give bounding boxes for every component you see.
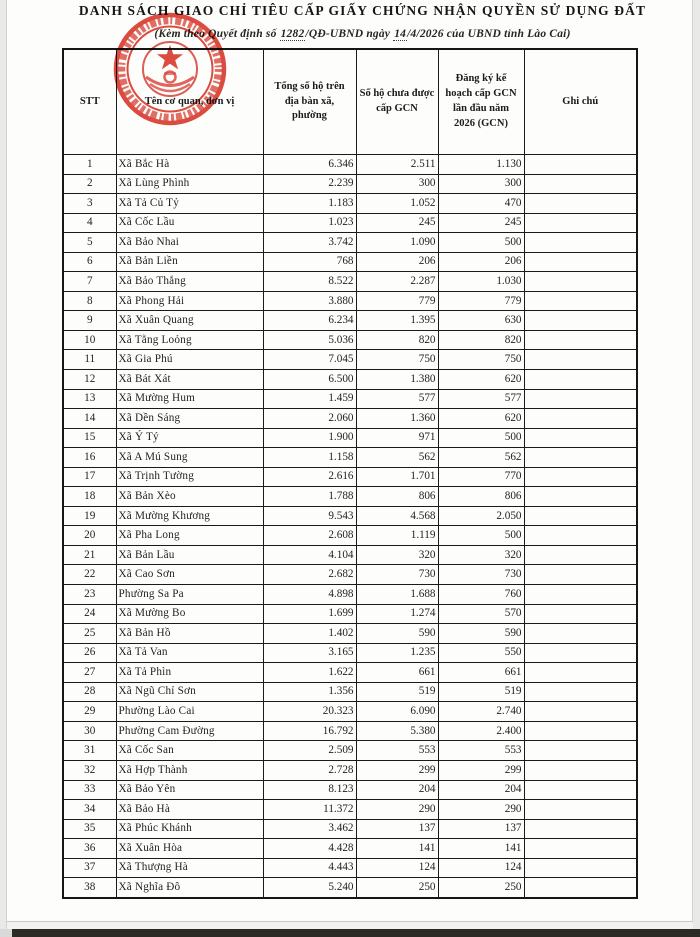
cell-total-households: 768 xyxy=(263,252,356,272)
cell-org-name: Xã Mường Hum xyxy=(116,389,263,409)
cell-stt: 32 xyxy=(63,760,116,780)
cell-stt: 38 xyxy=(63,878,116,898)
cell-note xyxy=(524,506,637,526)
table-row xyxy=(63,506,637,526)
table-row xyxy=(63,370,637,390)
cell-households-without-gcn: 806 xyxy=(356,487,438,507)
cell-stt: 8 xyxy=(63,291,116,311)
cell-org-name: Xã Cao Sơn xyxy=(116,565,263,585)
table-header-row xyxy=(63,49,637,155)
cell-note xyxy=(524,252,637,272)
table-row xyxy=(63,252,637,272)
cell-stt: 11 xyxy=(63,350,116,370)
cell-households-without-gcn: 971 xyxy=(356,428,438,448)
cell-total-households: 5.036 xyxy=(263,330,356,350)
cell-households-without-gcn: 4.568 xyxy=(356,506,438,526)
cell-plan-2026: 1.030 xyxy=(438,272,524,292)
cell-households-without-gcn: 750 xyxy=(356,350,438,370)
cell-plan-2026: 553 xyxy=(438,741,524,761)
cell-org-name: Xã A Mú Sung xyxy=(116,448,263,468)
table-row xyxy=(63,389,637,409)
table-row xyxy=(63,291,637,311)
cell-plan-2026: 206 xyxy=(438,252,524,272)
cell-stt: 12 xyxy=(63,370,116,390)
cell-total-households: 8.123 xyxy=(263,780,356,800)
cell-plan-2026: 661 xyxy=(438,663,524,683)
cell-plan-2026: 299 xyxy=(438,760,524,780)
table-row xyxy=(63,800,637,820)
cell-plan-2026: 562 xyxy=(438,448,524,468)
cell-total-households: 4.443 xyxy=(263,858,356,878)
table-row xyxy=(63,350,637,370)
cell-stt: 35 xyxy=(63,819,116,839)
cell-households-without-gcn: 577 xyxy=(356,389,438,409)
cell-note xyxy=(524,682,637,702)
cell-note xyxy=(524,741,637,761)
cell-stt: 7 xyxy=(63,272,116,292)
cell-households-without-gcn: 1.274 xyxy=(356,604,438,624)
cell-stt: 36 xyxy=(63,839,116,859)
cell-households-without-gcn: 779 xyxy=(356,291,438,311)
cell-total-households: 1.402 xyxy=(263,624,356,644)
table-row xyxy=(63,585,637,605)
cell-stt: 10 xyxy=(63,330,116,350)
subtitle-suffix: /4/2026 của UBND tỉnh Lào Cai) xyxy=(407,28,571,40)
cell-note xyxy=(524,585,637,605)
document-title: DANH SÁCH GIAO CHỈ TIÊU CẤP GIẤY CHỨNG NHẬN QUYỀN SỬ DỤNG ĐẤT xyxy=(78,3,647,18)
cell-plan-2026: 2.050 xyxy=(438,506,524,526)
cell-total-households: 16.792 xyxy=(263,721,356,741)
cell-stt: 37 xyxy=(63,858,116,878)
cell-total-households: 2.616 xyxy=(263,467,356,487)
cell-note xyxy=(524,604,637,624)
table-row xyxy=(63,448,637,468)
cell-total-households: 6.346 xyxy=(263,155,356,175)
cell-org-name: Xã Lùng Phình xyxy=(116,174,263,194)
cell-org-name: Xã Bắc Hà xyxy=(116,155,263,175)
cell-total-households: 3.880 xyxy=(263,291,356,311)
table-row xyxy=(63,194,637,214)
cell-plan-2026: 290 xyxy=(438,800,524,820)
table-row xyxy=(63,663,637,683)
cell-org-name: Xã Thượng Hà xyxy=(116,858,263,878)
cell-plan-2026: 2.740 xyxy=(438,702,524,722)
cell-total-households: 6.234 xyxy=(263,311,356,331)
table-row xyxy=(63,330,637,350)
cell-note xyxy=(524,487,637,507)
cell-plan-2026: 577 xyxy=(438,389,524,409)
col-header-note: Ghi chú xyxy=(524,49,637,155)
table-row xyxy=(63,428,637,448)
cell-stt: 2 xyxy=(63,174,116,194)
cell-total-households: 4.428 xyxy=(263,839,356,859)
cell-stt: 9 xyxy=(63,311,116,331)
cell-plan-2026: 630 xyxy=(438,311,524,331)
table-row xyxy=(63,760,637,780)
cell-plan-2026: 500 xyxy=(438,233,524,253)
cell-total-households: 11.372 xyxy=(263,800,356,820)
cell-stt: 23 xyxy=(63,585,116,605)
col-header-total-households: Tổng số hộ trên địa bàn xã, phường xyxy=(263,49,356,155)
cell-households-without-gcn: 320 xyxy=(356,545,438,565)
cell-plan-2026: 770 xyxy=(438,467,524,487)
cell-households-without-gcn: 300 xyxy=(356,174,438,194)
col-header-plan-2026: Đăng ký kế hoạch cấp GCN lần đầu năm 2026 (GCN) xyxy=(438,49,524,155)
cell-org-name: Xã Bản Liền xyxy=(116,252,263,272)
cell-org-name: Xã Xuân Hòa xyxy=(116,839,263,859)
cell-total-households: 1.356 xyxy=(263,682,356,702)
document-subtitle xyxy=(70,28,655,40)
cell-total-households: 1.900 xyxy=(263,428,356,448)
cell-stt: 18 xyxy=(63,487,116,507)
table-body xyxy=(63,155,637,898)
table-row xyxy=(63,174,637,194)
cell-note xyxy=(524,780,637,800)
scan-edge-left xyxy=(0,0,7,937)
cell-note xyxy=(524,311,637,331)
cell-note xyxy=(524,819,637,839)
cell-stt: 24 xyxy=(63,604,116,624)
cell-total-households: 2.060 xyxy=(263,409,356,429)
cell-org-name: Xã Tả Củ Tỷ xyxy=(116,194,263,214)
table-row xyxy=(63,213,637,233)
cell-org-name: Xã Mường Khương xyxy=(116,506,263,526)
cell-total-households: 2.509 xyxy=(263,741,356,761)
cell-org-name: Xã Nghĩa Đô xyxy=(116,878,263,898)
cell-stt: 33 xyxy=(63,780,116,800)
cell-stt: 13 xyxy=(63,389,116,409)
table-row xyxy=(63,741,637,761)
cell-total-households: 2.682 xyxy=(263,565,356,585)
table-row xyxy=(63,526,637,546)
cell-households-without-gcn: 2.287 xyxy=(356,272,438,292)
table-row xyxy=(63,233,637,253)
cell-note xyxy=(524,526,637,546)
cell-total-households: 3.742 xyxy=(263,233,356,253)
scan-edge-right xyxy=(692,0,700,937)
cell-org-name: Xã Bản Hồ xyxy=(116,624,263,644)
cell-org-name: Xã Gia Phú xyxy=(116,350,263,370)
cell-households-without-gcn: 1.360 xyxy=(356,409,438,429)
cell-households-without-gcn: 5.380 xyxy=(356,721,438,741)
cell-households-without-gcn: 1.395 xyxy=(356,311,438,331)
table-row xyxy=(63,858,637,878)
cell-households-without-gcn: 1.688 xyxy=(356,585,438,605)
cell-note xyxy=(524,624,637,644)
cell-households-without-gcn: 204 xyxy=(356,780,438,800)
cell-total-households: 1.788 xyxy=(263,487,356,507)
table-row xyxy=(63,819,637,839)
cell-plan-2026: 300 xyxy=(438,174,524,194)
cell-stt: 15 xyxy=(63,428,116,448)
cell-plan-2026: 137 xyxy=(438,819,524,839)
cell-stt: 34 xyxy=(63,800,116,820)
cell-total-households: 6.500 xyxy=(263,370,356,390)
cell-total-households: 1.158 xyxy=(263,448,356,468)
cell-plan-2026: 320 xyxy=(438,545,524,565)
cell-households-without-gcn: 1.090 xyxy=(356,233,438,253)
cell-stt: 4 xyxy=(63,213,116,233)
subtitle-prefix: (Kèm theo Quyết định số xyxy=(154,28,280,40)
cell-org-name: Xã Bản Xèo xyxy=(116,487,263,507)
cell-note xyxy=(524,663,637,683)
cell-note xyxy=(524,428,637,448)
table-row xyxy=(63,624,637,644)
cell-note xyxy=(524,858,637,878)
cell-plan-2026: 519 xyxy=(438,682,524,702)
cell-org-name: Xã Ngũ Chỉ Sơn xyxy=(116,682,263,702)
table-row xyxy=(63,311,637,331)
cell-org-name: Xã Hợp Thành xyxy=(116,760,263,780)
cell-org-name: Xã Xuân Quang xyxy=(116,311,263,331)
scan-dark-bar-corner xyxy=(0,929,12,937)
cell-note xyxy=(524,878,637,898)
cell-plan-2026: 500 xyxy=(438,428,524,448)
cell-households-without-gcn: 290 xyxy=(356,800,438,820)
cell-plan-2026: 750 xyxy=(438,350,524,370)
cell-note xyxy=(524,800,637,820)
cell-total-households: 5.240 xyxy=(263,878,356,898)
cell-plan-2026: 570 xyxy=(438,604,524,624)
cell-plan-2026: 204 xyxy=(438,780,524,800)
cell-note xyxy=(524,839,637,859)
table-row xyxy=(63,409,637,429)
cell-stt: 25 xyxy=(63,624,116,644)
cell-note xyxy=(524,545,637,565)
cell-households-without-gcn: 820 xyxy=(356,330,438,350)
cell-org-name: Xã Bảo Thắng xyxy=(116,272,263,292)
cell-households-without-gcn: 245 xyxy=(356,213,438,233)
cell-households-without-gcn: 250 xyxy=(356,878,438,898)
table-row xyxy=(63,721,637,741)
cell-households-without-gcn: 141 xyxy=(356,839,438,859)
cell-stt: 16 xyxy=(63,448,116,468)
cell-total-households: 3.462 xyxy=(263,819,356,839)
table-row xyxy=(63,682,637,702)
cell-org-name: Xã Tả Van xyxy=(116,643,263,663)
cell-org-name: Xã Phúc Khánh xyxy=(116,819,263,839)
cell-stt: 19 xyxy=(63,506,116,526)
cell-total-households: 1.023 xyxy=(263,213,356,233)
cell-plan-2026: 806 xyxy=(438,487,524,507)
cell-org-name: Xã Bảo Yên xyxy=(116,780,263,800)
cell-note xyxy=(524,291,637,311)
cell-note xyxy=(524,330,637,350)
cell-households-without-gcn: 1.701 xyxy=(356,467,438,487)
cell-org-name: Xã Ý Tý xyxy=(116,428,263,448)
cell-stt: 28 xyxy=(63,682,116,702)
cell-plan-2026: 820 xyxy=(438,330,524,350)
cell-households-without-gcn: 1.380 xyxy=(356,370,438,390)
cell-total-households: 1.699 xyxy=(263,604,356,624)
cell-households-without-gcn: 553 xyxy=(356,741,438,761)
cell-total-households: 7.045 xyxy=(263,350,356,370)
cell-total-households: 4.104 xyxy=(263,545,356,565)
cell-stt: 17 xyxy=(63,467,116,487)
cell-plan-2026: 1.130 xyxy=(438,155,524,175)
cell-note xyxy=(524,272,637,292)
table-row xyxy=(63,643,637,663)
cell-stt: 6 xyxy=(63,252,116,272)
cell-org-name: Xã Bảo Hà xyxy=(116,800,263,820)
cell-plan-2026: 500 xyxy=(438,526,524,546)
cell-note xyxy=(524,194,637,214)
cell-plan-2026: 779 xyxy=(438,291,524,311)
cell-total-households: 3.165 xyxy=(263,643,356,663)
cell-plan-2026: 730 xyxy=(438,565,524,585)
cell-stt: 31 xyxy=(63,741,116,761)
cell-households-without-gcn: 1.052 xyxy=(356,194,438,214)
cell-households-without-gcn: 519 xyxy=(356,682,438,702)
cell-plan-2026: 124 xyxy=(438,858,524,878)
cell-households-without-gcn: 661 xyxy=(356,663,438,683)
cell-plan-2026: 620 xyxy=(438,370,524,390)
cell-note xyxy=(524,467,637,487)
cell-plan-2026: 760 xyxy=(438,585,524,605)
cell-org-name: Xã Bản Lầu xyxy=(116,545,263,565)
cell-note xyxy=(524,370,637,390)
day-handwritten: 14 xyxy=(394,28,407,40)
cell-total-households: 8.522 xyxy=(263,272,356,292)
cell-note xyxy=(524,350,637,370)
cell-total-households: 2.239 xyxy=(263,174,356,194)
cell-note xyxy=(524,389,637,409)
cell-org-name: Xã Pha Long xyxy=(116,526,263,546)
table-row xyxy=(63,702,637,722)
cell-plan-2026: 2.400 xyxy=(438,721,524,741)
cell-households-without-gcn: 1.235 xyxy=(356,643,438,663)
cell-households-without-gcn: 730 xyxy=(356,565,438,585)
cell-org-name: Phường Cam Đường xyxy=(116,721,263,741)
cell-households-without-gcn: 137 xyxy=(356,819,438,839)
cell-total-households: 1.183 xyxy=(263,194,356,214)
cell-stt: 21 xyxy=(63,545,116,565)
cell-stt: 26 xyxy=(63,643,116,663)
col-header-org-name: Tên cơ quan, đơn vị xyxy=(116,49,263,155)
table-row xyxy=(63,565,637,585)
cell-total-households: 20.323 xyxy=(263,702,356,722)
cell-households-without-gcn: 299 xyxy=(356,760,438,780)
cell-plan-2026: 141 xyxy=(438,839,524,859)
cell-households-without-gcn: 124 xyxy=(356,858,438,878)
col-header-stt: STT xyxy=(63,49,116,155)
cell-plan-2026: 620 xyxy=(438,409,524,429)
cell-stt: 30 xyxy=(63,721,116,741)
cell-org-name: Phường Lào Cai xyxy=(116,702,263,722)
cell-stt: 22 xyxy=(63,565,116,585)
cell-households-without-gcn: 6.090 xyxy=(356,702,438,722)
cell-org-name: Xã Cốc Lầu xyxy=(116,213,263,233)
cell-total-households: 9.543 xyxy=(263,506,356,526)
table-row xyxy=(63,878,637,898)
cell-households-without-gcn: 1.119 xyxy=(356,526,438,546)
cell-org-name: Xã Tằng Loỏng xyxy=(116,330,263,350)
cell-households-without-gcn: 590 xyxy=(356,624,438,644)
cell-org-name: Xã Dền Sáng xyxy=(116,409,263,429)
cell-note xyxy=(524,643,637,663)
table-row xyxy=(63,467,637,487)
cell-total-households: 1.622 xyxy=(263,663,356,683)
cell-stt: 29 xyxy=(63,702,116,722)
scan-gap-bottom xyxy=(7,922,693,929)
cell-stt: 3 xyxy=(63,194,116,214)
table-row xyxy=(63,545,637,565)
decision-number-handwritten: 1282 xyxy=(280,28,305,40)
subtitle-mid: /QĐ-UBND ngày xyxy=(305,28,394,40)
table-row xyxy=(63,155,637,175)
cell-total-households: 2.728 xyxy=(263,760,356,780)
cell-plan-2026: 250 xyxy=(438,878,524,898)
cell-total-households: 4.898 xyxy=(263,585,356,605)
cell-note xyxy=(524,448,637,468)
cell-org-name: Xã Mường Bo xyxy=(116,604,263,624)
cell-note xyxy=(524,174,637,194)
cell-stt: 5 xyxy=(63,233,116,253)
cell-org-name: Xã Tả Phìn xyxy=(116,663,263,683)
cell-plan-2026: 470 xyxy=(438,194,524,214)
cell-org-name: Xã Trịnh Tường xyxy=(116,467,263,487)
table-row xyxy=(63,604,637,624)
cell-org-name: Xã Bát Xát xyxy=(116,370,263,390)
cell-note xyxy=(524,565,637,585)
scan-dark-bar xyxy=(12,929,700,937)
cell-stt: 20 xyxy=(63,526,116,546)
table-row xyxy=(63,780,637,800)
cell-org-name: Xã Cốc San xyxy=(116,741,263,761)
table-row xyxy=(63,487,637,507)
col-header-not-granted: Số hộ chưa được cấp GCN xyxy=(356,49,438,155)
table-row xyxy=(63,272,637,292)
cell-plan-2026: 245 xyxy=(438,213,524,233)
cell-total-households: 2.608 xyxy=(263,526,356,546)
cell-org-name: Phường Sa Pa xyxy=(116,585,263,605)
cell-households-without-gcn: 2.511 xyxy=(356,155,438,175)
cell-note xyxy=(524,721,637,741)
allocation-table xyxy=(62,48,638,899)
cell-households-without-gcn: 562 xyxy=(356,448,438,468)
table-row xyxy=(63,839,637,859)
cell-note xyxy=(524,702,637,722)
cell-note xyxy=(524,760,637,780)
cell-org-name: Xã Phong Hải xyxy=(116,291,263,311)
cell-note xyxy=(524,213,637,233)
cell-households-without-gcn: 206 xyxy=(356,252,438,272)
cell-org-name: Xã Bảo Nhai xyxy=(116,233,263,253)
cell-note xyxy=(524,233,637,253)
cell-stt: 27 xyxy=(63,663,116,683)
cell-stt: 1 xyxy=(63,155,116,175)
cell-note xyxy=(524,155,637,175)
cell-total-households: 1.459 xyxy=(263,389,356,409)
cell-plan-2026: 550 xyxy=(438,643,524,663)
cell-stt: 14 xyxy=(63,409,116,429)
cell-plan-2026: 590 xyxy=(438,624,524,644)
cell-note xyxy=(524,409,637,429)
